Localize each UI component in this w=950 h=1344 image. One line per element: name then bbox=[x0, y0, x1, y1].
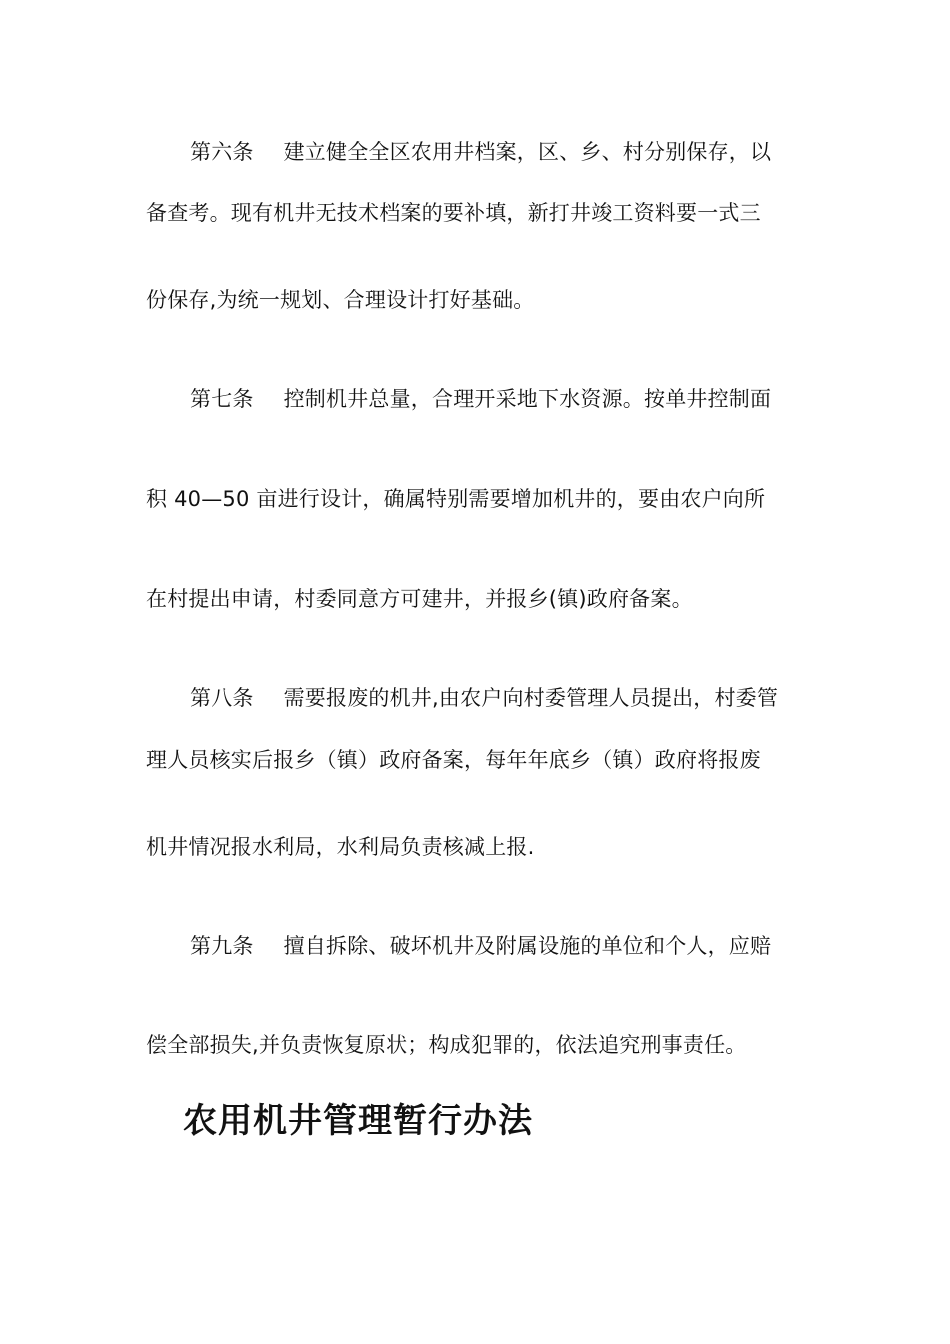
article-8-line-3: 机井情况报水利局，水利局负责核减上报. bbox=[146, 835, 535, 859]
article-8-number: 第八条 bbox=[190, 686, 254, 710]
article-7-line-1 bbox=[190, 384, 771, 414]
article-6-text-1: 建立健全全区农用井档案，区、乡、村分别保存，以 bbox=[283, 140, 772, 164]
article-6-line-1 bbox=[190, 137, 771, 167]
article-8-line-2: 理人员核实后报乡（镇）政府备案，每年年底乡（镇）政府将报废 bbox=[146, 748, 761, 772]
article-9-line-1 bbox=[190, 931, 771, 961]
article-8-line-1 bbox=[190, 683, 778, 713]
article-8-text-1: 需要报废的机井,由农户向村委管理人员提出，村委管 bbox=[283, 686, 779, 710]
article-7-line-3: 在村提出申请，村委同意方可建井，并报乡(镇)政府备案。 bbox=[146, 587, 693, 611]
article-9-number: 第九条 bbox=[190, 934, 254, 958]
article-7-number: 第七条 bbox=[190, 387, 254, 411]
article-7-line-2: 积 40—50 亩进行设计，确属特别需要增加机井的，要由农户向所 bbox=[146, 487, 766, 511]
article-6-line-3: 份保存,为统一规划、合理设计打好基础。 bbox=[146, 288, 535, 312]
article-9-text-1: 擅自拆除、破坏机井及附属设施的单位和个人，应赔 bbox=[283, 934, 772, 958]
article-9-line-2: 偿全部损失,并负责恢复原状；构成犯罪的，依法追究刑事责任。 bbox=[146, 1033, 747, 1057]
document-heading: 农用机井管理暂行办法 bbox=[183, 1101, 533, 1141]
article-6-number: 第六条 bbox=[190, 140, 254, 164]
article-6-line-2: 备查考。现有机井无技术档案的要补填，新打井竣工资料要一式三 bbox=[146, 201, 761, 225]
article-7-text-1: 控制机井总量，合理开采地下水资源。按单井控制面 bbox=[283, 387, 772, 411]
